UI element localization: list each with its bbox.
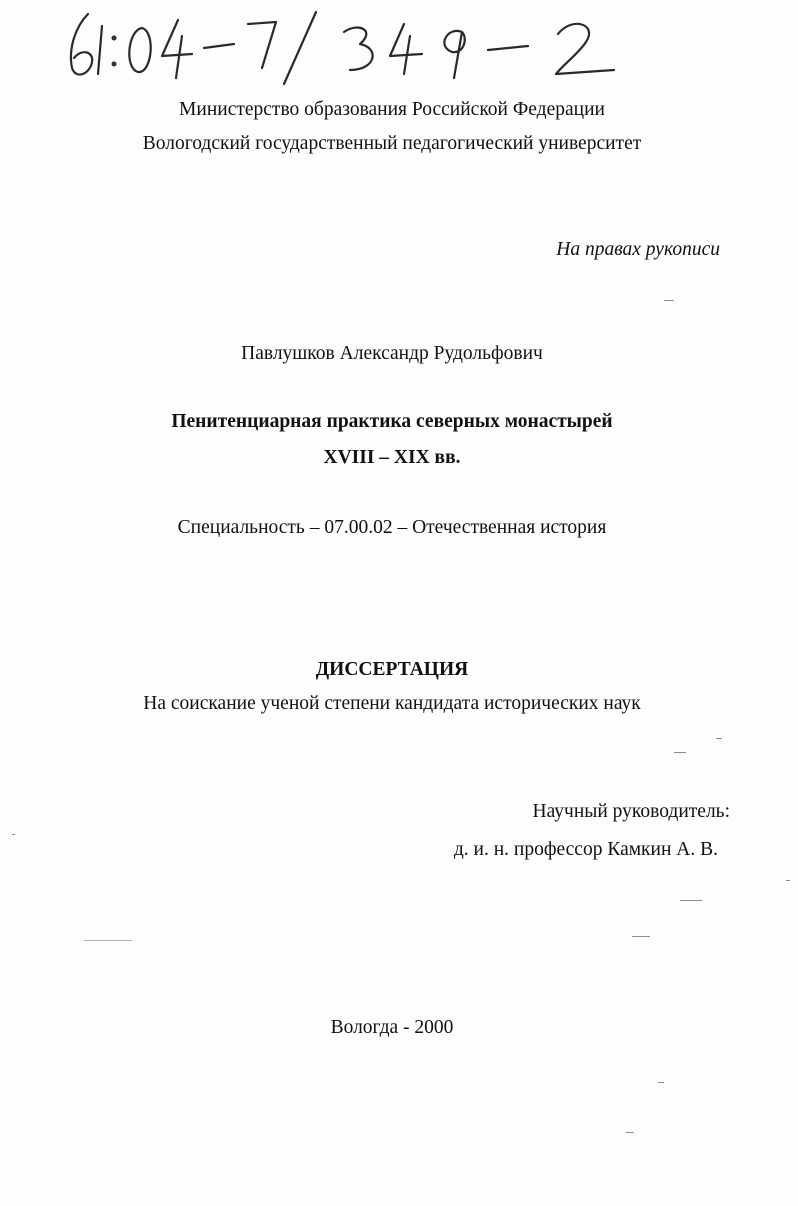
manuscript-rights-note: На правах рукописи bbox=[556, 239, 720, 260]
handwritten-archive-number bbox=[58, 8, 658, 88]
ministry-line: Министерство образования Российской Федерации bbox=[179, 99, 605, 120]
author-name: Павлушков Александр Рудольфович bbox=[241, 343, 543, 364]
supervisor-name: д. и. н. профессор Камкин А. В. bbox=[453, 839, 718, 860]
document-type-heading: ДИССЕРТАЦИЯ bbox=[315, 659, 469, 680]
scan-speck bbox=[626, 1132, 634, 1133]
scan-speck bbox=[664, 300, 674, 301]
university-line: Вологодский государственный педагогический университет bbox=[142, 133, 642, 154]
scan-speck bbox=[658, 1082, 664, 1083]
scan-speck bbox=[716, 738, 722, 739]
scan-speck bbox=[12, 834, 15, 835]
specialty-line: Специальность – 07.00.02 – Отечественная история bbox=[177, 517, 607, 538]
scan-speck bbox=[674, 752, 686, 753]
scan-speck bbox=[632, 936, 650, 937]
supervisor-label: Научный руководитель: bbox=[532, 801, 730, 822]
place-year-line: Вологда - 2000 bbox=[330, 1017, 454, 1038]
degree-line: На соискание ученой степени кандидата исторических наук bbox=[143, 693, 641, 714]
scan-speck bbox=[680, 900, 702, 901]
dissertation-title-line-2: XVIII – XIX вв. bbox=[323, 447, 461, 468]
dissertation-title-line-1: Пенитенциарная практика северных монастырей bbox=[171, 411, 613, 432]
scan-speck bbox=[786, 880, 790, 881]
scan-speck bbox=[84, 940, 132, 941]
